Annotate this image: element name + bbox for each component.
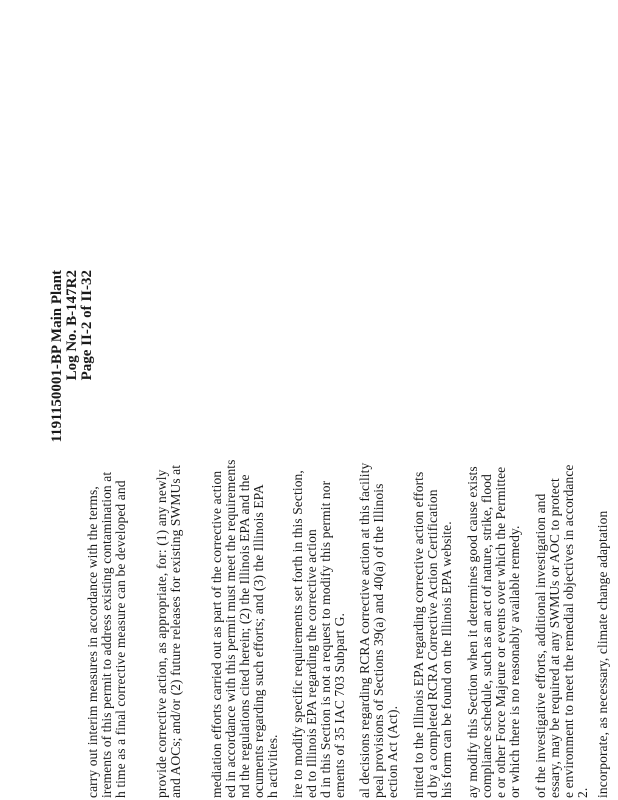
paragraph-4-line-1: ire to modify specific requirements set forth in this Section, (290, 470, 305, 798)
log-number: Log No. B-147R2 (64, 270, 80, 381)
paragraph-8-line-2: essary, may be required at any SWMUs or AOC to protect (547, 478, 562, 798)
paragraph-3-line-3: nd the regulations cited herein; (2) the Illinois EPA and the (237, 474, 252, 798)
paragraph-1-line-1: carry out interim measures in accordance with the terms, (85, 486, 100, 798)
page-number: Page II-2 of II-32 (79, 270, 95, 381)
paragraph-6-line-1: nitted to the Illinois EPA regarding corrective action efforts (411, 471, 426, 798)
paragraph-4-line-4: ements of 35 IAC 703 Subpart G. (332, 613, 347, 798)
paragraph-9-line-1: incorporate, as necessary, climate change adaptation (595, 510, 610, 798)
paragraph-6-line-3: his form can be found on the Illinois EPA website. (439, 521, 454, 798)
paragraph-7-line-4: or which there is no reasonably available remedy. (507, 525, 522, 798)
paragraph-6-line-2: d by a completed RCRA Corrective Action Certification (425, 489, 440, 798)
paragraph-3-line-1: mediation efforts carried out as part of the corrective action (209, 470, 224, 798)
paragraph-2-line-1: provide corrective action, as appropriate, for: (1) any newly (154, 469, 169, 798)
paragraph-5-line-1: al decisions regarding RCRA corrective action at this facility (357, 462, 372, 798)
paragraph-1-line-3: h time as a final corrective measure can be developed and (113, 480, 128, 798)
paragraph-7-line-2: compliance schedule, such as an act of nature, strike, flood (479, 474, 494, 798)
paragraph-5-line-3: ection Act (Act). (385, 705, 400, 798)
paragraph-2-line-2: and AOCs; and/or (2) future releases for existing SWMUs at (168, 464, 183, 798)
paragraph-7-line-3: e or other Force Majeure or events over which the Permittee (493, 466, 508, 798)
paragraph-8-line-1: of the investigative efforts, additional investigation and (533, 493, 548, 798)
paragraph-8-line-3: e environment to meet the remedial objectives in accordance (561, 464, 576, 798)
paragraph-3-line-5: h activities. (265, 734, 280, 798)
paragraph-4-line-2: ed to Illinois EPA regarding the corrective action (304, 529, 319, 798)
paragraph-3-line-4: ocuments regarding such efforts; and (3) the Illinois EPA (251, 484, 266, 798)
paragraph-1-line-2: irements of this permit to address existing contamination at (99, 471, 114, 798)
paragraph-4-line-3: d in this Section is not a request to modify this permit nor (318, 480, 333, 798)
paragraph-7-line-1: ay modify this Section when it determines good cause exists (465, 466, 480, 798)
paragraph-3-line-2: ed in accordance with this permit must meet the requirements (223, 459, 238, 798)
paragraph-8-line-4: 2. (575, 787, 590, 798)
paragraph-5-line-2: peal provisions of Sections 39(a) and 40(a) of the Illinois (371, 483, 386, 798)
document-id: 1191150001-BP Main Plant (49, 270, 65, 443)
